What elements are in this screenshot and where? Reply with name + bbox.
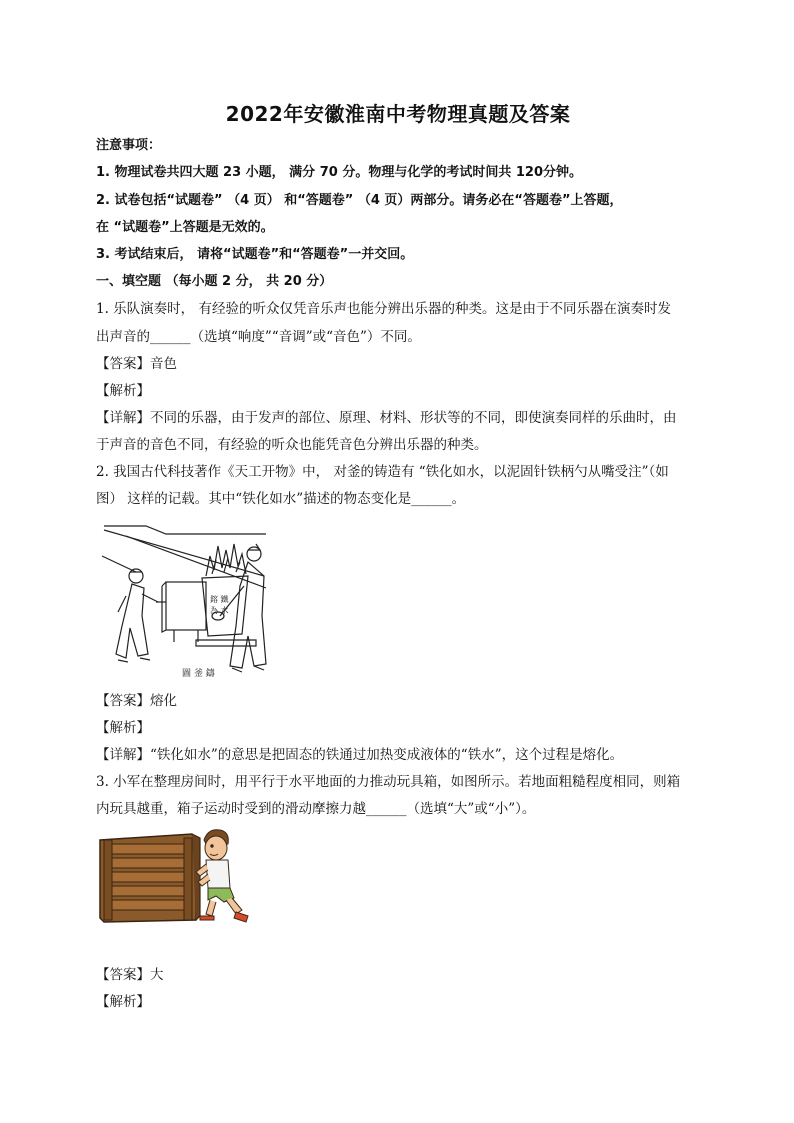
q1-detail-2: 于声音的音色不同，有经验的听众也能凭音色分辨出乐器的种类。 — [96, 437, 488, 453]
q3-line-2: 内玩具越重，箱子运动时受到的滑动摩擦力越______（选填“大”或“小”）。 — [96, 801, 536, 817]
notice-item-1: 1. 物理试卷共四大题 23 小题， 满分 70 分。物理与化学的考试时间共 120分钟。 — [96, 165, 582, 180]
q1-analysis: 【解析】 — [96, 383, 150, 399]
notice-heading: 注意事项： — [96, 138, 162, 153]
q2-line-1: 2. 我国古代科技著作《天工开物》中， 对釜的铸造有 “铁化如水，以泥固针铁柄勺从嘴受注”（如 — [96, 464, 669, 480]
q1-answer: 【答案】音色 — [96, 356, 177, 372]
notice-item-2-cont: 在 “试题卷”上答题是无效的。 — [96, 220, 274, 235]
q3-analysis: 【解析】 — [96, 994, 150, 1010]
q2-analysis: 【解析】 — [96, 720, 150, 736]
q1-detail-1: 【详解】不同的乐器，由于发声的部位、原理、材料、形状等的不同，即使演奏同样的乐曲时，由 — [96, 410, 677, 426]
toy-box-illustration — [96, 826, 256, 926]
notice-item-2: 2. 试卷包括“试题卷” （4 页） 和“答题卷” （4 页）两部分。请务必在“答题卷”上答题， — [96, 193, 623, 208]
q3-line-1: 3. 小军在整理房间时，用平行于水平地面的力推动玩具箱，如图所示。若地面粗糙程度相同，则箱 — [96, 774, 681, 790]
q2-detail-1: 【详解】“铁化如水”的意思是把固态的铁通过加热变成液体的“铁水”，这个过程是熔化。 — [96, 747, 624, 763]
page-title: 2022年安徽淮南中考物理真题及答案 — [225, 102, 571, 126]
furnace-label: 鎔 鐵為 水 — [210, 595, 229, 615]
casting-illustration — [96, 516, 268, 682]
q1-line-1: 1. 乐队演奏时， 有经验的听众仅凭音乐声也能分辨出乐器的种类。这是由于不同乐器在演奏时发 — [96, 301, 671, 317]
boy-figure-icon — [196, 830, 248, 922]
q2-answer: 【答案】熔化 — [96, 693, 177, 709]
q1-line-2: 出声音的______（选填“响度”“音调”或“音色”）不同。 — [96, 329, 421, 345]
q3-answer: 【答案】大 — [96, 967, 164, 983]
wooden-box-icon — [100, 834, 200, 922]
figure-caption: 圖 釜 鑄 — [182, 669, 215, 679]
notice-item-3: 3. 考试结束后， 请将“试题卷”和“答题卷”一并交回。 — [96, 247, 414, 262]
section-heading: 一、填空题 （每小题 2 分， 共 20 分） — [96, 274, 333, 289]
q2-line-2: 图） 这样的记载。其中“铁化如水”描述的物态变化是______。 — [96, 491, 466, 507]
